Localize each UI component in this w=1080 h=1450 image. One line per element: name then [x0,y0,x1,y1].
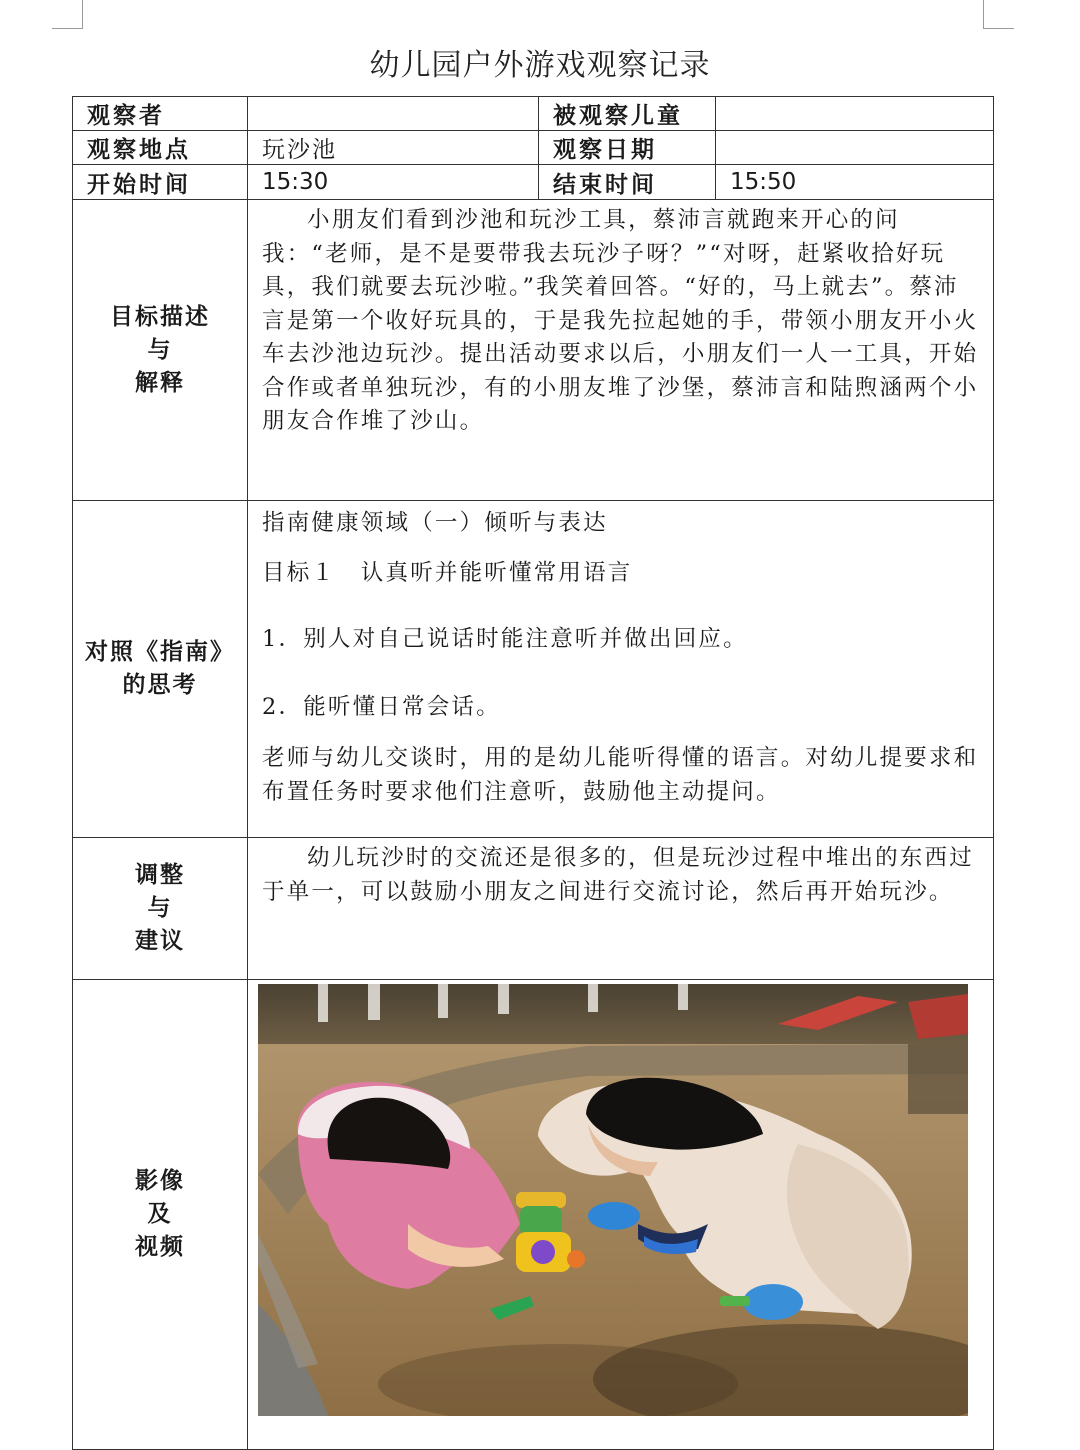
guide-content [248,501,994,838]
guide-label-line1: 对照《指南》 [85,639,235,665]
guide-label [73,501,248,838]
description-text: 小朋友们看到沙池和玩沙工具，蔡沛言就跑来开心的问我：“老师，是不是要带我去玩沙子呀？”“对呀，赶紧收拾好玩具，我们就要去玩沙啦。”我笑着回答。“好的，马上就去”。蔡沛言是第一个收好玩具的，于是我先拉起她的手，带领小朋友开小火车去沙池边玩沙。提出活动要求以后，小朋友们一人一工具，开始合作或者单独玩沙，有的小朋友堆了沙堡，蔡沛言和陆煦涵两个小朋友合作堆了沙山。 [248,200,994,501]
row-media [73,980,994,1450]
media-photo-cell [248,980,994,1450]
guide-note: 老师与幼儿交谈时，用的是幼儿能听得懂的语言。对幼儿提要求和布置任务时要求他们注意听，鼓励他主动提问。 [262,745,979,805]
row-guide [73,501,994,838]
description-label-line1: 目标描述 [110,303,210,330]
suggestion-text: 幼儿玩沙时的交流还是很多的，但是玩沙过程中堆出的东西过于单一，可以鼓励小朋友之间进行交流讨论，然后再开始玩沙。 [248,838,994,980]
row-suggestion [73,838,994,980]
guide-label-line2: 的思考 [122,672,198,698]
observer-label: 观察者 [73,97,248,131]
media-label [73,980,248,1450]
start-time-label: 开始时间 [73,165,248,200]
guide-goal: 目标１ 认真听并能听懂常用语言 [262,560,633,586]
suggestion-label-line3: 建议 [135,928,185,954]
row-location [73,131,994,165]
date-value [716,131,994,165]
suggestion-label-line1: 调整 [135,862,185,888]
start-time-value: 15:30 [248,165,539,200]
observer-value [248,97,539,131]
media-label-line2: 及 [147,1201,173,1227]
location-label: 观察地点 [73,131,248,165]
sandpit-photo [258,984,968,1416]
crop-mark-top-right [983,0,1014,29]
location-value: 玩沙池 [248,131,539,165]
child-value [716,97,994,131]
description-label-line2: 与 [147,336,173,363]
media-label-line3: 视频 [135,1234,185,1260]
description-label-line3: 解释 [135,369,185,396]
date-label: 观察日期 [539,131,716,165]
guide-item-1: 1．别人对自己说话时能注意听并做出回应。 [262,626,748,652]
observation-record-table [72,96,994,1450]
guide-domain: 指南健康领域（一）倾听与表达 [262,510,608,536]
row-time [73,165,994,200]
suggestion-label [73,838,248,980]
end-time-value: 15:50 [716,165,994,200]
end-time-label: 结束时间 [539,165,716,200]
child-label: 被观察儿童 [539,97,716,131]
crop-mark-top-left [52,0,83,29]
row-description [73,200,994,501]
row-observer [73,97,994,131]
media-label-line1: 影像 [135,1168,185,1194]
page-title: 幼儿园户外游戏观察记录 [369,48,711,83]
suggestion-label-line2: 与 [147,895,173,921]
guide-item-2: 2．能听懂日常会话。 [262,694,501,720]
description-label [73,200,248,501]
